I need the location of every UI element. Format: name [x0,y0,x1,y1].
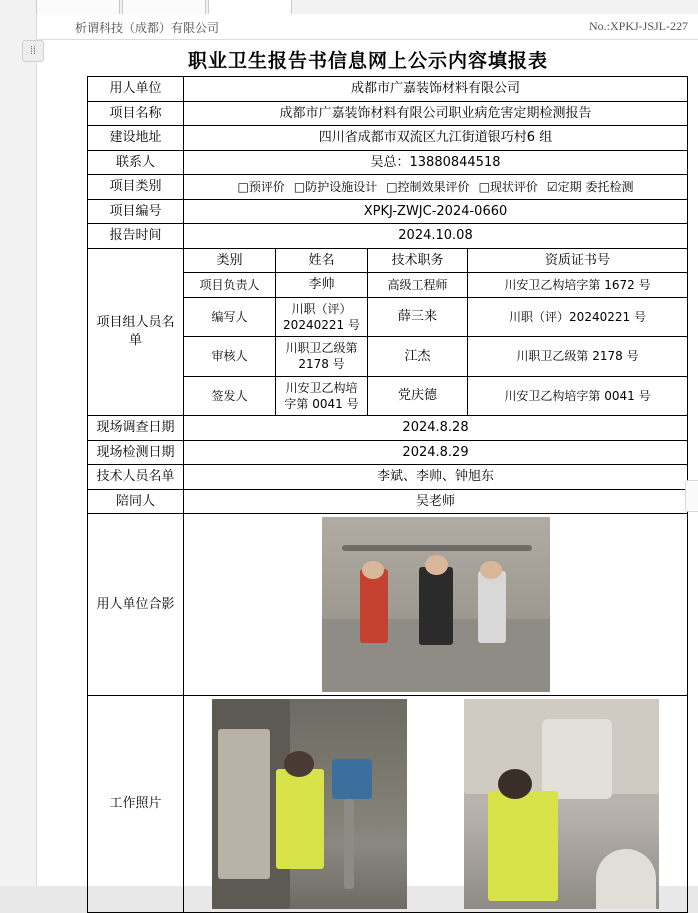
browser-tab-3[interactable] [208,0,292,15]
table-row-survey-date [88,416,688,441]
team-header-title: 技术职务 [368,248,468,273]
team-name-3: 川安卫乙构培字第 0041 号 [276,376,368,415]
value-tech-staff: 李斌、李帅、钟旭东 [184,465,688,490]
work-photo-group [188,699,683,909]
team-name-2: 川职卫乙级第 2178 号 [276,337,368,376]
cell-work-photo [184,696,688,913]
label-test-date: 现场检测日期 [88,440,184,465]
label-group-photo: 用人单位合影 [88,514,184,696]
label-project-no: 项目编号 [88,199,184,224]
team-role-2: 审核人 [184,337,276,376]
team-cert-1: 川职（评）20240221 号 [468,297,688,336]
table-row-project-name [88,101,688,126]
checkbox-option-4[interactable]: ☑定期 委托检测 [546,179,634,194]
team-role-3: 签发人 [184,376,276,415]
table-row-tech-staff [88,465,688,490]
label-category: 项目类别 [88,175,184,200]
team-role-1: 编写人 [184,297,276,336]
label-team: 项目组人员名单 [88,248,184,415]
label-survey-date: 现场调查日期 [88,416,184,441]
table-row-employer [88,77,688,102]
table-row-test-date [88,440,688,465]
label-report-date: 报告时间 [88,224,184,249]
document-page [36,14,698,886]
table-row-project-no [88,199,688,224]
value-survey-date: 2024.8.28 [184,416,688,441]
page-right-tab[interactable] [685,480,698,512]
browser-tab-strip [0,0,698,15]
team-header-name: 姓名 [276,248,368,273]
label-employer: 用人单位 [88,77,184,102]
table-row-group-photo [88,514,688,696]
value-employer: 成都市广嘉装饰材料有限公司 [184,77,688,102]
team-name-0: 李帅 [276,273,368,298]
checkbox-option-3[interactable]: □现状评价 [478,179,538,194]
value-site: 四川省成都市双流区九江街道银巧村6 组 [184,126,688,151]
category-checkbox-group[interactable] [188,179,683,195]
group-photo-image [322,517,550,692]
team-title-0: 高级工程师 [368,273,468,298]
checkbox-option-1[interactable]: □防护设施设计 [293,179,378,194]
team-header-category: 类别 [184,248,276,273]
label-work-photo: 工作照片 [88,696,184,913]
cell-group-photo [184,514,688,696]
work-photo-left-image [212,699,407,909]
team-title-1: 薛三来 [368,297,468,336]
table-row-category [88,175,688,200]
work-photo-right-image [464,699,659,909]
team-cert-3: 川安卫乙构培字第 0041 号 [468,376,688,415]
table-row-escort [88,489,688,514]
table-row-contact [88,150,688,175]
team-header-cert: 资质证书号 [468,248,688,273]
checkbox-option-2[interactable]: □控制效果评价 [386,179,470,194]
page-header [37,14,698,40]
table-row-work-photo [88,696,688,913]
label-escort: 陪同人 [88,489,184,514]
header-document-number: No.:XPKJ-JSJL-227 [588,19,688,33]
header-company-name: 析谓科技（成都）有限公司 [75,21,220,35]
team-cert-2: 川职卫乙级第 2178 号 [468,337,688,376]
table-row-report-date [88,224,688,249]
team-cert-0: 川安卫乙构培字第 1672 号 [468,273,688,298]
value-project-name: 成都市广嘉装饰材料有限公司职业病危害定期检测报告 [184,101,688,126]
label-contact: 联系人 [88,150,184,175]
checkbox-option-0[interactable]: □预评价 [237,179,285,194]
browser-tab-1[interactable] [36,0,120,15]
value-category [184,175,688,200]
drag-handle-icon[interactable]: ⁞⁞ [22,40,44,62]
table-row-team-header [88,248,688,273]
team-title-3: 党庆德 [368,376,468,415]
page-title: 职业卫生报告书信息网上公示内容填报表 [187,50,548,72]
page-left-gutter [0,14,37,886]
table-row-site [88,126,688,151]
label-tech-staff: 技术人员名单 [88,465,184,490]
report-form-table [87,76,688,913]
value-contact: 吴总：13880844518 [184,150,688,175]
team-name-1: 川职（评）20240221 号 [276,297,368,336]
team-role-0: 项目负责人 [184,273,276,298]
value-test-date: 2024.8.29 [184,440,688,465]
browser-tab-2[interactable] [122,0,206,15]
label-project-name: 项目名称 [88,101,184,126]
value-report-date: 2024.10.08 [184,224,688,249]
value-project-no: XPKJ-ZWJC-2024-0660 [184,199,688,224]
team-title-2: 江杰 [368,337,468,376]
value-escort: 吴老师 [184,489,688,514]
label-site: 建设地址 [88,126,184,151]
